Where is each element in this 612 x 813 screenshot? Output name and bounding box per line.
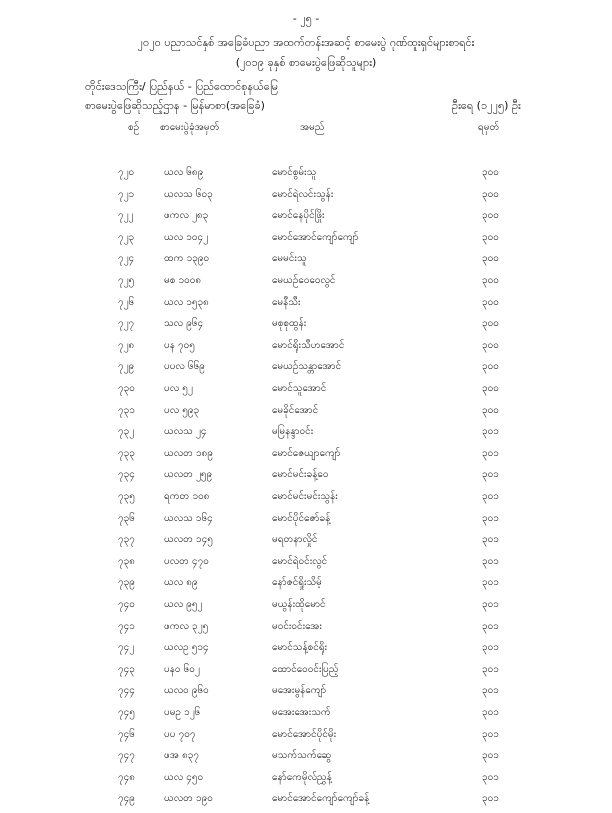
table-row bbox=[0, 295, 612, 317]
row-roll-number: ယလ ၁၅၃၈ bbox=[164, 296, 209, 308]
row-mark: ၃၀၁ bbox=[482, 469, 499, 481]
row-serial: ၇၃၉ bbox=[118, 577, 135, 589]
table-row bbox=[0, 705, 612, 727]
row-roll-number: ဖကလ ၃၂၅ bbox=[164, 620, 209, 632]
row-serial: ၇၄၈ bbox=[118, 771, 135, 783]
table-row bbox=[0, 273, 612, 295]
row-student-name: မေခိုင်အောင် bbox=[272, 404, 319, 416]
row-mark: ၃၀၀ bbox=[482, 383, 499, 394]
row-roll-number: ပပ ၇၀၇ bbox=[164, 728, 196, 740]
row-roll-number: ယလသ ၆၀၃ bbox=[164, 188, 213, 200]
table-row bbox=[0, 575, 612, 597]
row-roll-number: ပပလ ၆၆၉ bbox=[164, 361, 205, 373]
row-roll-number: ထက ၁၃၉၀ bbox=[164, 253, 210, 265]
header-reg: စာမေးပွဲခုံအမှတ် bbox=[160, 122, 220, 133]
row-mark: ၃၀၁ bbox=[482, 793, 499, 805]
row-student-name: မေနီသီး bbox=[272, 296, 301, 308]
row-mark: ၃၀၀ bbox=[482, 231, 499, 243]
row-serial: ၇၄၀ bbox=[118, 599, 135, 610]
table-row bbox=[0, 662, 612, 684]
row-roll-number: ယလတ ၂၅၉ bbox=[164, 469, 213, 481]
page-number: - ၂၅ - bbox=[292, 12, 320, 25]
table-row bbox=[0, 208, 612, 230]
table-row bbox=[0, 230, 612, 252]
table-row bbox=[0, 791, 612, 813]
region-label: တိုင်းဒေသကြီး/ ပြည်နယ် - ပြည်ထောင်စုနယ်မြေ bbox=[85, 80, 279, 93]
row-student-name: မရတနာလှိုင် bbox=[272, 534, 318, 546]
row-serial: ၇၂၈ bbox=[118, 339, 135, 351]
row-serial: ၇၂၇ bbox=[118, 318, 135, 330]
table-row bbox=[0, 165, 612, 187]
table-row bbox=[0, 467, 612, 489]
row-student-name: မောင်ရဲလင်းသွန်း bbox=[272, 188, 334, 200]
row-roll-number: သလ ၉၆၄ bbox=[164, 318, 204, 330]
row-roll-number: ရကတ ၁၀၈ bbox=[164, 491, 210, 502]
row-serial: ၇၃၀ bbox=[118, 383, 135, 394]
total-count: ဦးရေ (၁၂၂၅) ဦး bbox=[452, 99, 521, 112]
row-serial: ၇၄၄ bbox=[118, 685, 135, 697]
row-student-name: မောင်နေပိုင်ဖြိုး bbox=[272, 210, 325, 222]
row-serial: ၇၂၆ bbox=[118, 296, 135, 308]
row-serial: ၇၃၆ bbox=[118, 512, 135, 524]
row-roll-number: ယလဥ ၅၁၄ bbox=[164, 642, 209, 654]
row-student-name: မသက်သက်ဆွေ bbox=[272, 750, 332, 762]
row-mark: ၃၀၁ bbox=[482, 707, 499, 718]
row-serial: ၇၄၅ bbox=[118, 707, 135, 718]
row-roll-number: ယလ ၁၀၄၂ bbox=[164, 231, 209, 243]
row-mark: ၃၀၀ bbox=[482, 253, 499, 265]
table-row bbox=[0, 532, 612, 554]
table-row bbox=[0, 381, 612, 403]
row-roll-number: မစ ၁၀၀၈ bbox=[164, 275, 202, 286]
table-row bbox=[0, 446, 612, 468]
row-serial: ၇၄၃ bbox=[118, 663, 135, 675]
row-student-name: မောင်အောင်ပိုင်မိုး bbox=[272, 728, 337, 740]
row-roll-number: ဖအ ၈၃၇ bbox=[164, 750, 200, 762]
row-student-name: နော်ကေမိုလ်ညွှန့် bbox=[272, 771, 332, 783]
header-mark: ရမှတ် bbox=[478, 122, 500, 133]
row-student-name: မောင်သန့်စင်ရိုး bbox=[272, 642, 328, 654]
row-student-name: မောင်ရဲဝင်းလွင် bbox=[272, 555, 328, 567]
row-mark: ၃၀၁ bbox=[482, 534, 499, 546]
document-subtitle: (၂၀၁၉ ခုနှစ် စာမေးပွဲဖြေဆိုသူများ) bbox=[235, 56, 377, 69]
row-student-name: မေမင်းသူ bbox=[272, 253, 307, 265]
row-student-name: မောင်စွမ်းသူ bbox=[272, 167, 317, 178]
row-roll-number: ယလ ၉၅၂ bbox=[164, 599, 203, 610]
row-roll-number: ယလ ၆၈၉ bbox=[164, 167, 204, 178]
table-row bbox=[0, 619, 612, 641]
row-mark: ၃၀၁ bbox=[482, 426, 499, 438]
table-row bbox=[0, 187, 612, 209]
row-mark: ၃၀၁ bbox=[482, 491, 499, 502]
row-serial: ၇၃၄ bbox=[118, 469, 135, 481]
row-mark: ၃၀၁ bbox=[482, 620, 499, 632]
row-mark: ၃၀၀ bbox=[482, 339, 499, 351]
row-student-name: မအေးအေးသက် bbox=[272, 707, 331, 718]
row-mark: ၃၀၁ bbox=[482, 771, 499, 783]
row-mark: ၃၀၁ bbox=[482, 642, 499, 654]
row-serial: ၇၄၂ bbox=[118, 642, 135, 654]
table-row bbox=[0, 251, 612, 273]
row-serial: ၇၂၄ bbox=[118, 253, 135, 265]
row-student-name: မေယဉ်ဝေဝေလွင် bbox=[272, 275, 336, 286]
row-roll-number: ယလ ၄၅၀ bbox=[164, 771, 204, 783]
row-serial: ၇၄၇ bbox=[118, 750, 135, 762]
table-row bbox=[0, 489, 612, 511]
row-mark: ၃၀၁ bbox=[482, 599, 499, 610]
row-mark: ၃၀၀ bbox=[482, 210, 499, 222]
row-student-name: မေယဉ်သန္တာအောင် bbox=[272, 361, 342, 373]
row-serial: ၇၂၀ bbox=[118, 167, 135, 178]
row-roll-number: ယလဝ ၉၆၀ bbox=[164, 685, 209, 697]
row-student-name: မောင်ရိုးသီဟအောင် bbox=[272, 339, 345, 351]
row-mark: ၃၀၀ bbox=[482, 361, 499, 373]
row-serial: ၇၃၂ bbox=[118, 426, 135, 438]
row-roll-number: ယလသ ၂၄ bbox=[164, 426, 207, 438]
table-row bbox=[0, 338, 612, 360]
row-mark: ၃၀၀ bbox=[482, 296, 499, 308]
row-serial: ၇၃၇ bbox=[118, 534, 135, 546]
row-student-name: နော်ဇင်ရှိုးသိမ့် bbox=[272, 577, 322, 589]
row-mark: ၃၀၁ bbox=[482, 728, 499, 740]
row-student-name: မောင်မင်းမင်းသွန်း bbox=[272, 491, 338, 502]
row-serial: ၇၃၈ bbox=[118, 555, 135, 567]
row-mark: ၃၀၀ bbox=[482, 167, 499, 178]
table-row bbox=[0, 748, 612, 770]
row-serial: ၇၂၂ bbox=[118, 210, 134, 222]
row-student-name: မောင်ပိုင်ဇော်ခန့် bbox=[272, 512, 331, 524]
row-serial: ၇၃၅ bbox=[118, 491, 135, 502]
row-student-name: မဝင်းဝင်းအေး bbox=[272, 620, 322, 632]
table-row bbox=[0, 770, 612, 792]
exam-center-label: စာမေးပွဲဖြေဆိုသည့်ဌာန - မြန်မာစာ(အခြေခံ) bbox=[85, 99, 265, 112]
row-serial: ၇၃၁ bbox=[118, 404, 135, 416]
header-name: အမည် bbox=[300, 122, 325, 133]
row-mark: ၃၀၁ bbox=[482, 750, 499, 762]
row-student-name: မောင်သူအောင် bbox=[272, 383, 327, 394]
table-row bbox=[0, 597, 612, 619]
row-student-name: မအေးမွန်ကျော် bbox=[272, 685, 327, 697]
row-roll-number: ပနဝ ၆၀၂ bbox=[164, 663, 200, 675]
row-mark: ၃၀၀ bbox=[482, 188, 499, 200]
table-row bbox=[0, 683, 612, 705]
row-serial: ၇၂၃ bbox=[118, 231, 135, 243]
row-roll-number: ယလသ ၁၆၄ bbox=[164, 512, 213, 524]
row-serial: ၇၂၉ bbox=[118, 361, 135, 373]
row-mark: ၃၀၀ bbox=[482, 275, 499, 286]
row-roll-number: ယလတ ၁၄၅ bbox=[164, 534, 213, 546]
row-serial: ၇၂၅ bbox=[118, 275, 135, 286]
table-row bbox=[0, 403, 612, 425]
row-roll-number: ပလ ၅၂ bbox=[164, 383, 193, 394]
row-serial: ၇၄၁ bbox=[118, 620, 135, 632]
row-roll-number: ယလ ၈၉ bbox=[164, 577, 198, 589]
table-row bbox=[0, 727, 612, 749]
table-row bbox=[0, 554, 612, 576]
row-student-name: ထောင်ဝေဝင်းပြည့် bbox=[272, 663, 339, 675]
row-student-name: မစုစုထွန်း bbox=[272, 318, 307, 330]
row-student-name: မောင်ဇေယျာကျော် bbox=[272, 447, 341, 459]
row-serial: ၇၄၉ bbox=[118, 793, 135, 805]
header-sn: စဉ် bbox=[128, 122, 140, 133]
row-mark: ၃၀၁ bbox=[482, 663, 499, 675]
row-student-name: မောင်အောင်ကျော်ကျော် bbox=[272, 231, 359, 243]
row-mark: ၃၀၀ bbox=[482, 404, 499, 416]
table-row bbox=[0, 424, 612, 446]
row-mark: ၃၀၁ bbox=[482, 685, 499, 697]
row-mark: ၃၀၁ bbox=[482, 555, 499, 567]
table-row bbox=[0, 511, 612, 533]
row-mark: ၃၀၁ bbox=[482, 577, 499, 589]
document-title: ၂၀၂၀ ပညာသင်နှစ် အခြေခံပညာ အထက်တန်းအဆင့် စာမေးပွဲ ဂုဏ်ထူးရှင်များစာရင်း bbox=[137, 36, 475, 49]
table-row bbox=[0, 640, 612, 662]
row-roll-number: ဖကလ ၂၈၃ bbox=[164, 210, 209, 222]
row-roll-number: ပမဥ ၁၂၆ bbox=[164, 707, 201, 718]
row-serial: ၇၂၁ bbox=[118, 188, 135, 200]
row-roll-number: ပလတ ၄၇၀ bbox=[164, 555, 209, 567]
row-serial: ၇၄၆ bbox=[118, 728, 135, 740]
table-row bbox=[0, 316, 612, 338]
row-student-name: မယွန်းထိုမောင် bbox=[272, 599, 326, 610]
row-roll-number: ယလတ ၁၈၉ bbox=[164, 447, 213, 459]
table-row bbox=[0, 359, 612, 381]
row-serial: ၇၃၃ bbox=[118, 447, 135, 459]
row-mark: ၃၀၀ bbox=[482, 318, 499, 330]
row-mark: ၃၀၁ bbox=[482, 447, 499, 459]
row-roll-number: ယလတ ၁၉၀ bbox=[164, 793, 213, 805]
row-student-name: မမြနန္ဒာဝင်း bbox=[272, 426, 314, 438]
row-mark: ၃၀၁ bbox=[482, 512, 499, 524]
row-student-name: မောင်မင်းခန့်ဝေ bbox=[272, 469, 329, 481]
row-roll-number: ပန ၇၀၅ bbox=[164, 339, 195, 351]
row-student-name: မောင်အောင်ကျော်ကျော်ခန့် bbox=[272, 793, 370, 805]
row-roll-number: ပလ ၅၉၃ bbox=[164, 404, 200, 416]
